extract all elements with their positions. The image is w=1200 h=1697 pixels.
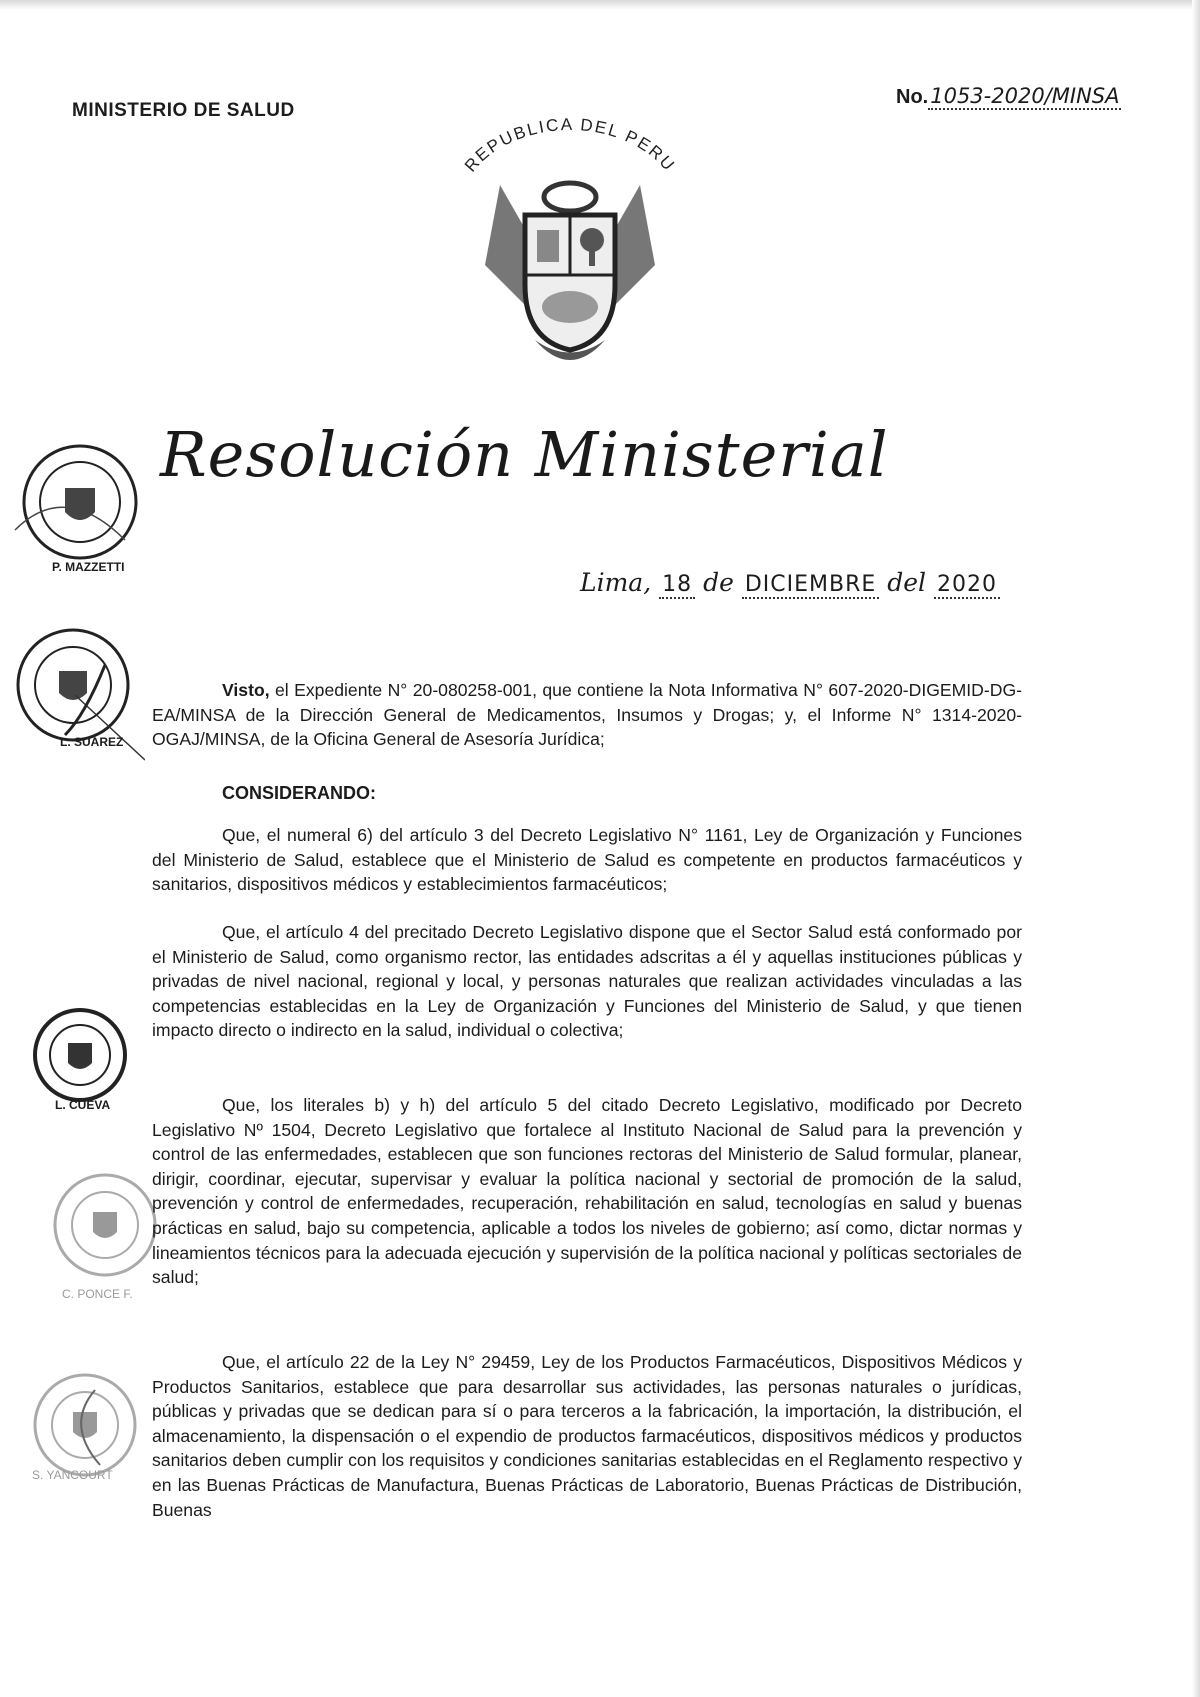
crest-arc-text: REPUBLICA DEL PERU (460, 115, 680, 176)
ministra-seal-icon (5, 440, 145, 570)
paragraph-text: Que, los literales b) y h) del artículo 5 del citado Decreto Legislativo, modificado por Decreto Legislativo Nº 1504, Decreto Legislativo que fortalece al Instituto Nacional de Salud para la prevención y control de las enfermedades, establecen que son funciones rectoras del Ministerio de Salud formular, planear, dirigir, coordinar, ejecutar, supervisar y evaluar la política nacional y sectorial de promoción de la salud, prevención y control de enfermedades, recuperación, rehabilitación en salud, tecnologías en salud y buenas prácticas en salud, bajo su competencia, aplicable a todos los niveles de gobierno; así como, dictar normas y lineamientos técnicos para la adecuada ejecución y supervisión de la política nacional y políticas sectoriales de salud; (152, 1095, 1022, 1288)
date-prefix: Lima, (580, 568, 652, 597)
resolution-number (896, 84, 1121, 109)
visto-paragraph (152, 678, 1022, 752)
paragraph (152, 1093, 1022, 1290)
date-line (580, 568, 1000, 597)
considerando-heading: CONSIDERANDO: (222, 783, 377, 803)
svg-text:REPUBLICA DEL PERU (461, 115, 679, 175)
document-title: Resolución Ministerial (160, 418, 889, 491)
date-day: 18 (659, 572, 695, 599)
paragraph (152, 823, 1022, 897)
number-handwritten: 1053-2020/MINSA (930, 84, 1120, 108)
paragraph-text: Que, el artículo 22 de la Ley N° 29459, Ley de los Productos Farmacéuticos, Dispositivos Médicos y Productos Sanitarios, establece que para desarrollar sus actividades, las personas naturales o jurídicas, públicas y privadas que se dedican para sí o para terceros a la fabricación, la importación, la distribución, el almacenamiento, la dispensación o el expendio de productos farmacéuticos, dispositivos médicos y productos sanitarios deben cumplir con los requisitos y condiciones sanitarias establecidas en el Reglamento respectivo y en las Buenas Prácticas de Manufactura, Buenas Prácticas de Laboratorio, Buenas Prácticas de Distribución, Buenas (152, 1352, 1022, 1520)
paragraph-text: Que, el artículo 4 del precitado Decreto Legislativo dispone que el Sector Salud está conformado por el Ministerio de Salud, como organismo rector, las entidades adscritas a él y aquellas instituciones públicas y privadas de nivel nacional, regional y local, y personas naturales que realizan actividades vinculadas a las competencias establecidas en la Ley de Organización y Funciones del Ministerio de Salud, y que tienen impacto directo o indirecto en la salud, individual o colectiva; (152, 922, 1022, 1041)
ministry-heading: MINISTERIO DE SALUD (72, 100, 295, 121)
paragraph (152, 1350, 1022, 1522)
date-year: 2020 (934, 572, 1000, 599)
date-de: de (703, 568, 734, 597)
coat-of-arms-icon (440, 115, 700, 380)
visto-lead: Visto, (222, 680, 270, 700)
signer-label: S. YANCOURT (32, 1468, 113, 1482)
scan-edge (1192, 0, 1200, 1697)
visto-text: el Expediente N° 20-080258-001, que contiene la Nota Informativa N° 607-2020-DIGEMID-DG-EA/MINSA de la Dirección General de Medicamentos, Insumos y Drogas; y, el Informe N° 1314-2020-OGAJ/MINSA, de la Oficina General de Asesoría Jurídica; (152, 680, 1022, 750)
paragraph (152, 920, 1022, 1043)
number-prefix: No. (896, 86, 929, 108)
scan-edge (0, 0, 1200, 10)
date-month: DICIEMBRE (742, 572, 879, 599)
digemid-seal-icon (45, 1170, 165, 1280)
signer-label: P. MAZZETTI (52, 560, 125, 574)
signer-label: L. SUÁREZ (60, 735, 124, 749)
signer-label: C. PONCE F. (62, 1287, 133, 1301)
date-del: del (887, 568, 927, 597)
signer-label: L. CUEVA (55, 1098, 111, 1112)
asesoria-seal-icon (30, 1005, 130, 1105)
paragraph-text: Que, el numeral 6) del artículo 3 del Decreto Legislativo N° 1161, Ley de Organización y Funciones del Ministerio de Salud, establece que el Ministerio de Salud es competente en productos farmacéuticos y sanitarios, dispositivos médicos y establecimientos farmacéuticos; (152, 825, 1022, 895)
